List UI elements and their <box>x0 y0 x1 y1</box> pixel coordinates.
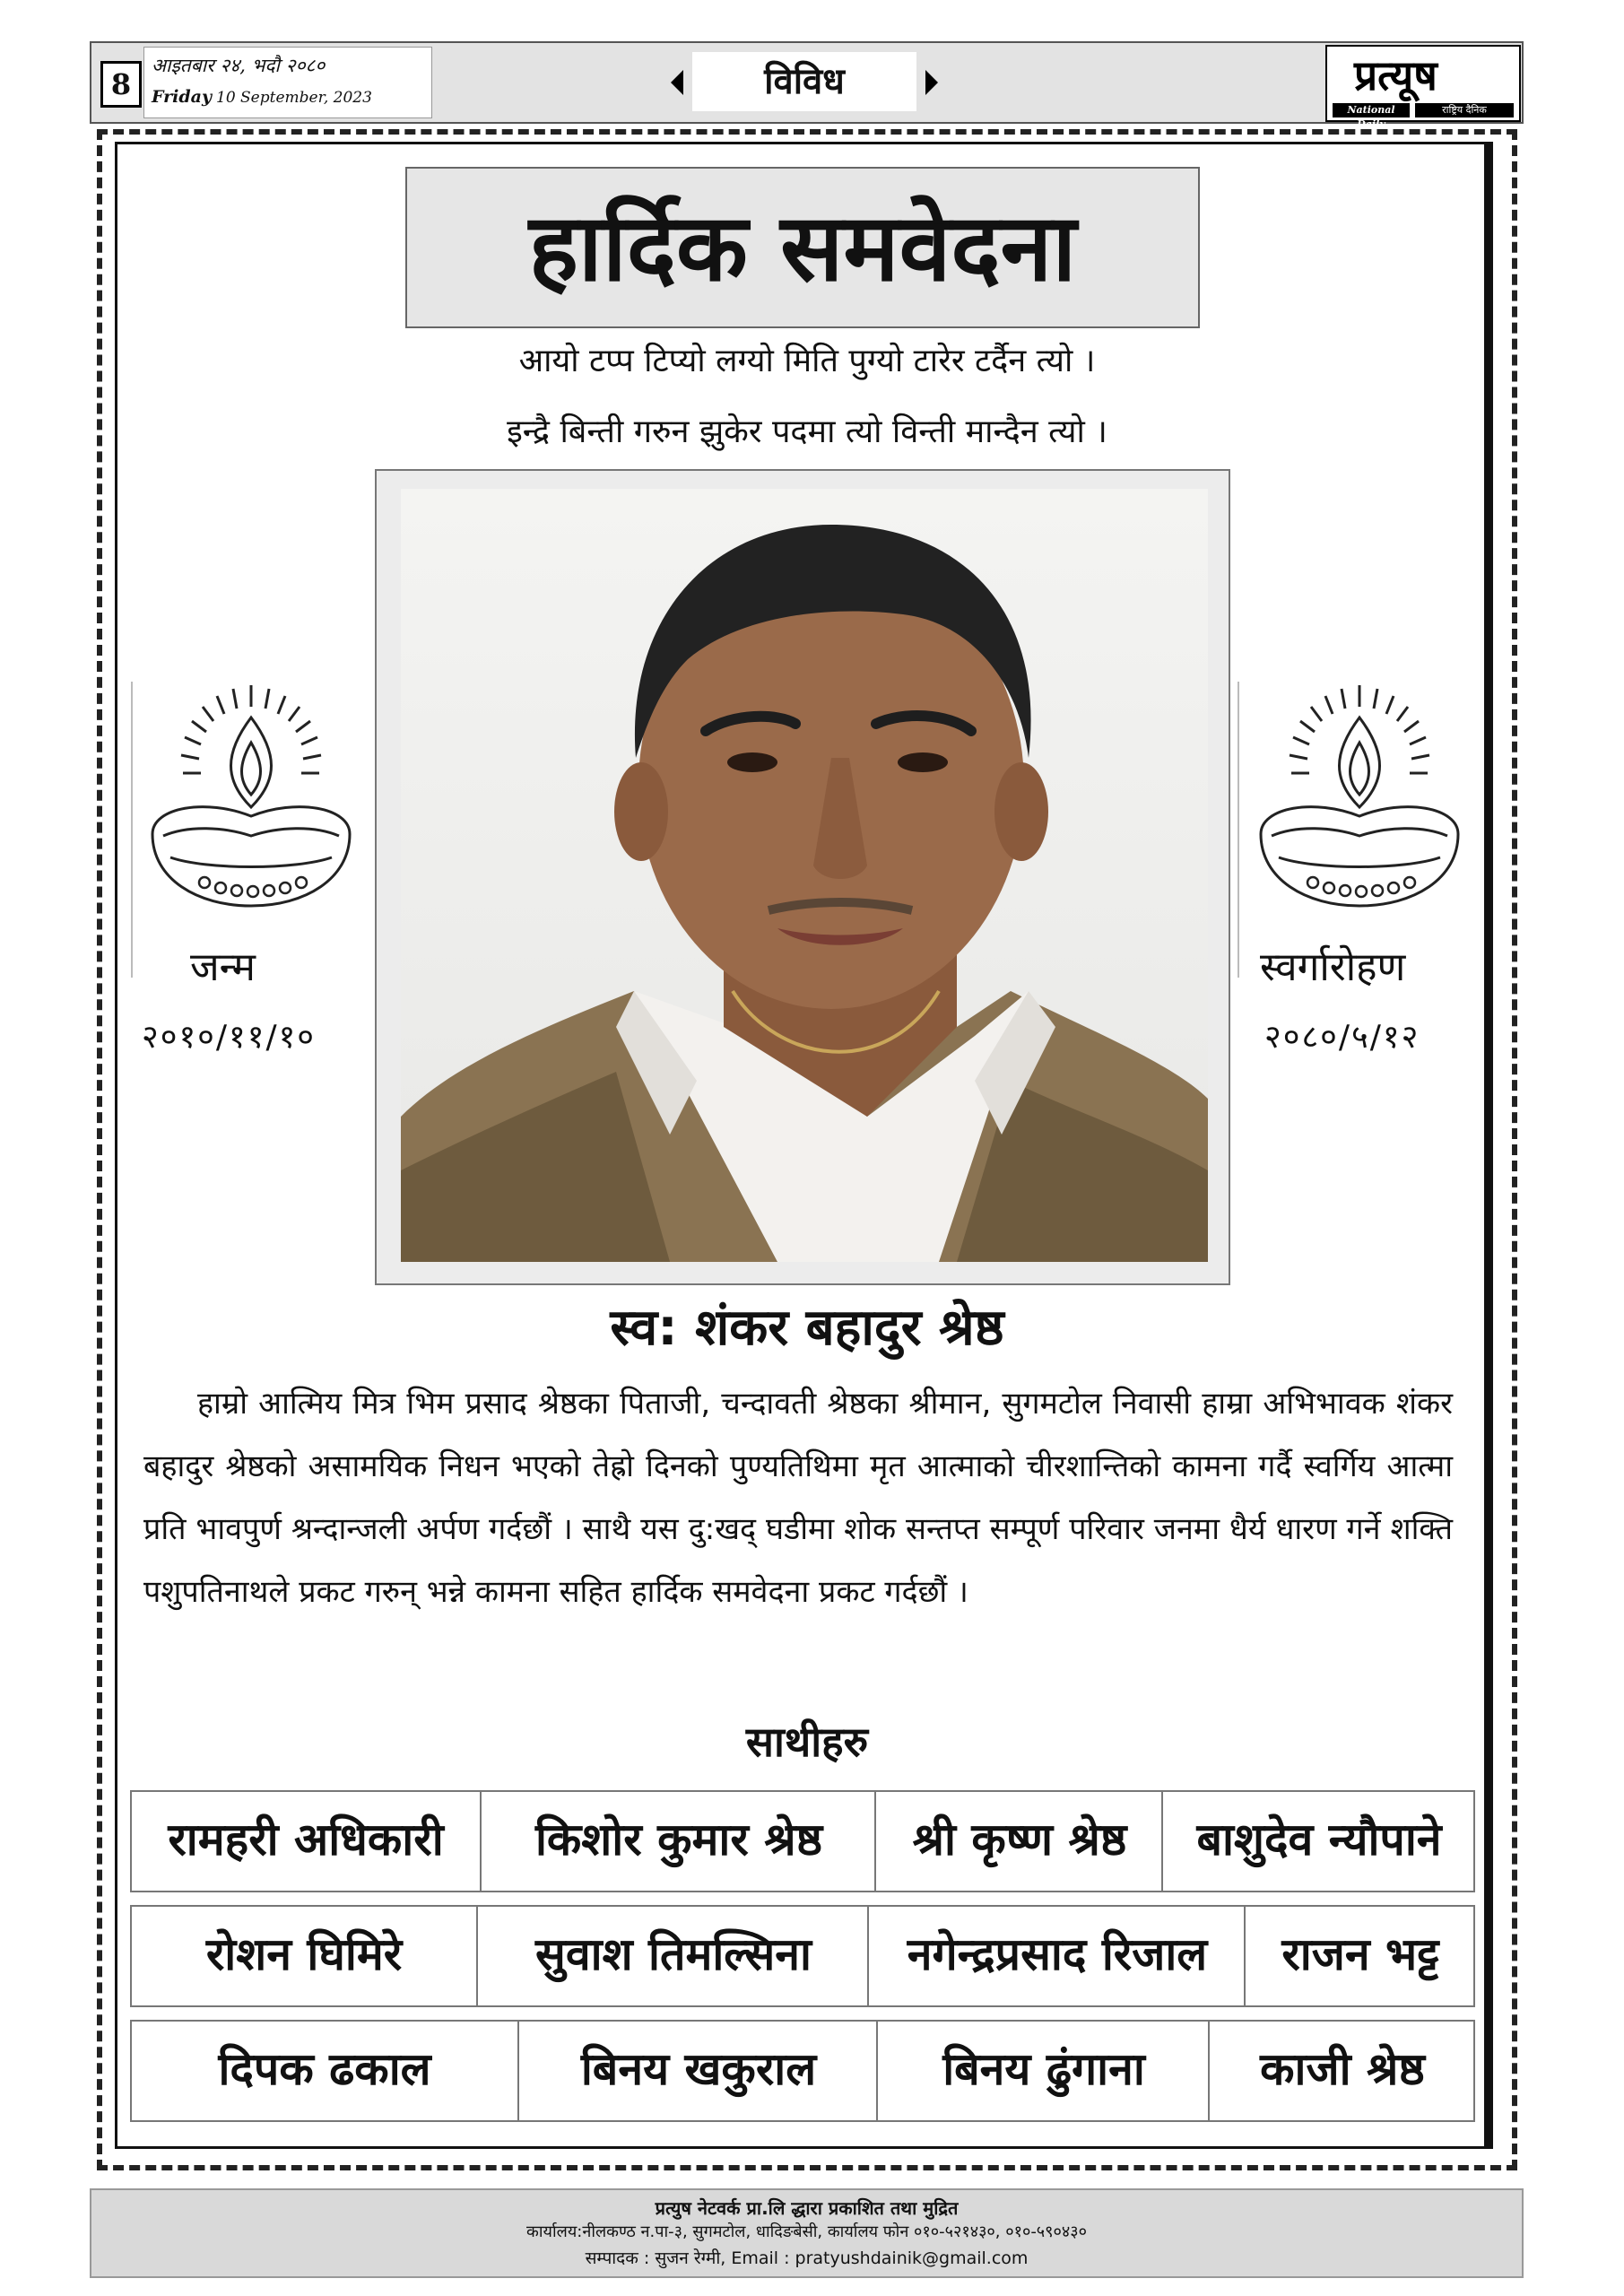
friend-name: रोशन घिमिरे <box>205 1928 403 1980</box>
next-section-arrow-icon[interactable] <box>925 70 938 95</box>
notice-title: हार्दिक समवेदना <box>528 193 1077 302</box>
birth-date: २०१०/११/१० <box>142 1019 317 1056</box>
friends-table <box>130 1790 1475 2135</box>
friend-name: राजन भट्ट <box>1244 1907 1475 2005</box>
birth-label: जन्म <box>190 944 256 990</box>
friend-name: बिनय खकुराल <box>517 2022 878 2120</box>
office-address: कार्यालय:नीलकण्ठ न.पा-३, सुगमटोल, धादिङबेसी, कार्यालय फोन ०१०-५२१४३०, ०१०-५९०४३० <box>526 2222 1087 2241</box>
friend-name: दिपक ढकाल <box>218 2043 431 2095</box>
logo-subtitle-nepali: राष्ट्रिय दैनिक <box>1415 103 1514 117</box>
friend-name: काजी श्रेष्ठ <box>1208 2022 1475 2120</box>
friend-name: बाशुदेव न्यौपाने <box>1161 1792 1475 1891</box>
portrait-photo <box>401 489 1208 1262</box>
death-label: स्वर्गारोहण <box>1260 944 1406 990</box>
verse-line-2: इन्द्रै बिन्ती गरुन झुकेर पदमा त्यो विन्ती मान्दैन त्यो । <box>507 413 1107 450</box>
friend-name: श्री कृष्ण श्रेष्ठ <box>874 1792 1163 1891</box>
table-row <box>130 1790 1475 1892</box>
friend-name: नगेन्द्रप्रसाद रिजाल <box>867 1907 1246 2005</box>
logo-subtitle-english: National Daily <box>1333 103 1410 117</box>
title-box <box>405 167 1200 328</box>
friend-name: बिनय ढुंगाना <box>876 2022 1210 2120</box>
date-english: 10 September, 2023 <box>216 89 372 107</box>
page-footer <box>90 2188 1524 2278</box>
right-divider <box>1238 682 1239 978</box>
death-date: २०८०/५/१२ <box>1264 1019 1420 1056</box>
publisher-line: प्रत्युष नेटवर्क प्रा.लि द्धारा प्रकाशित तथा मुद्रित <box>655 2197 959 2219</box>
friend-name: रामहरी अधिकारी <box>168 1813 444 1866</box>
table-row <box>130 2020 1475 2122</box>
newspaper-logo <box>1325 45 1521 130</box>
oil-lamp-icon <box>135 682 368 924</box>
section-title: विविध <box>692 52 916 111</box>
date-box <box>143 47 432 118</box>
logo-text: प्रत्यूष <box>1354 51 1437 100</box>
friends-heading: साथीहरु <box>745 1718 869 1766</box>
page-header <box>90 41 1524 130</box>
prev-section-arrow-icon[interactable] <box>671 70 683 95</box>
page-number: 8 <box>100 61 142 108</box>
table-row <box>130 1905 1475 2007</box>
condolence-message: हाम्रो आत्मिय मित्र भिम प्रसाद श्रेष्ठका पिताजी, चन्दावती श्रेष्ठका श्रीमान, सुगमटोल निवासी हाम्रा अभिभावक शंकर बहादुर श्रेष्ठको असामयिक निधन भएको तेह्रो दिनको पुण्यतिथिमा मृत आत्माको चीरशान्तिको कामना गर्दै स्वर्गिय आत्मा प्रति भावपुर्ण श्रन्दान्जली अर्पण गर्दछौं । साथै यस दु:खद् घडीमा शोक सन्तप्त सम्पूर्ण परिवार जनमा धैर्य धारण गर्ने शक्ति पशुपतिनाथले प्रकट गरुन् भन्ने कामना सहित हार्दिक समवेदना प्रकट गर्दछौं । <box>143 1386 1453 1610</box>
day-english: Friday <box>152 87 213 107</box>
friend-name: सुवाश तिमल्सिना <box>476 1907 869 2005</box>
deceased-name: स्व: शंकर बहादुर श्रेष्ठ <box>610 1299 1004 1357</box>
editor-contact: सम्पादक : सुजन रेग्मी, Email : pratyushdainik@gmail.com <box>585 2248 1029 2268</box>
friend-name: किशोर कुमार श्रेष्ठ <box>480 1792 876 1891</box>
left-divider <box>131 682 133 978</box>
date-nepali: आइतबार २४, भदौ २०८० <box>152 55 326 76</box>
oil-lamp-icon <box>1243 682 1476 924</box>
verse-line-1: आयो टप्प टिप्यो लग्यो मिति पुग्यो टारेर टर्दैन त्यो । <box>518 343 1096 379</box>
